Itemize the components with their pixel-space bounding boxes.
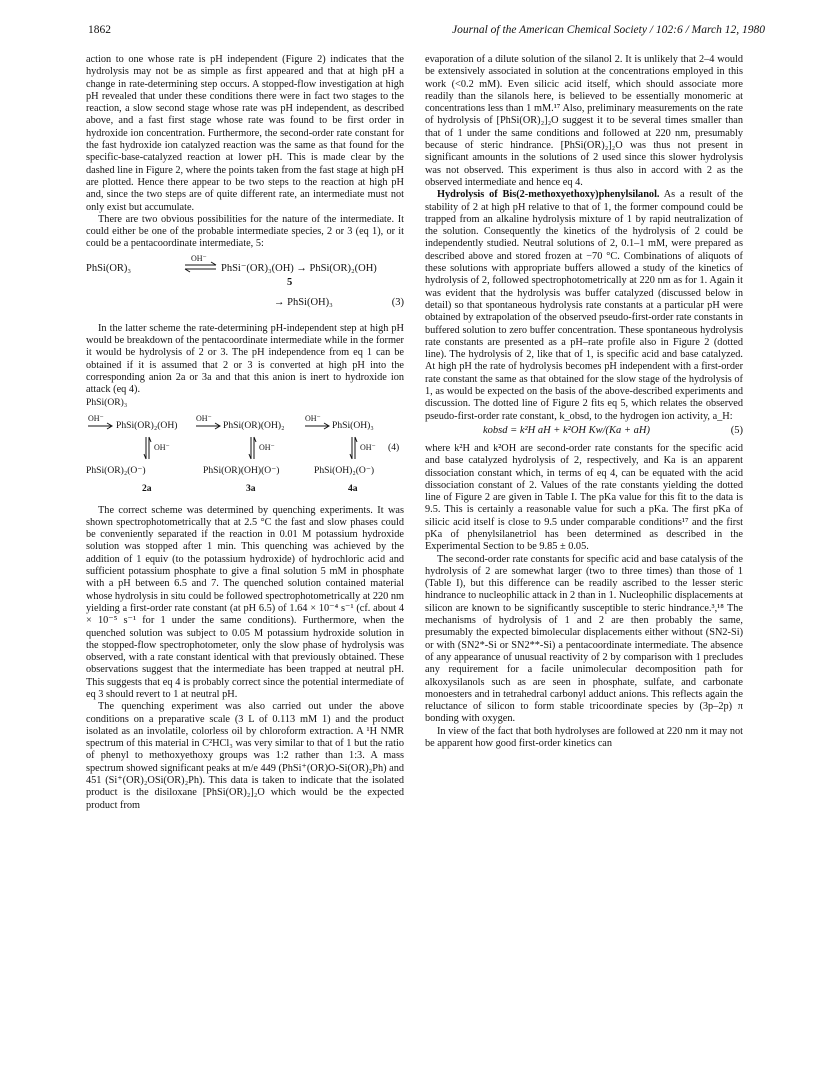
compound-label: 4a (348, 482, 358, 494)
equation-number: (4) (388, 441, 400, 453)
running-header (88, 24, 765, 40)
right-column (425, 54, 743, 750)
paragraph: action to one whose rate is pH independent (Figure 2) indicates that the hydrolysis may not be as simple as first appeared and that at high pH a change in rate-determining step occurs. A stopped-flow investigation at high pH revealed that under these conditions there were in fact two stages to the reaction, a slow second stage whose rate was pH independent, as described above, and a fast first stage whose rate was found to be first order in hydroxide ion concentration. Furthermore, the second-order rate constant for the fast hydroxide ion catalyzed reaction was the same as that found for the specific-base-catalyzed reaction at lower pH. This is made clear by the dashed line in Figure 2, where the points taken from the fast stage at high pH are plotted. Hence there appear to be two steps to the reaction at high pH and, since the two steps are of quite different rate, an intermediate must not only exist but accumulate. (86, 54, 404, 213)
scheme-anion: PhSi(OH)₂(O⁻) (314, 464, 375, 476)
equation-number: (3) (391, 296, 404, 308)
equation-products: PhSi⁻(OR)₃(OH) → PhSi(OR)₂(OH) (221, 262, 377, 274)
paragraph: The correct scheme was determined by quenching experiments. It was shown spectrophotometrically that at 2.5 °C the fast and slow phases could be conveniently separated if the reaction in 0.01 M potassium hydroxide solution was stopped after 1 min. This quenching was achieved by the addition of 1 equiv (to the potassium hydroxide) of hydrochloric acid and sufficient potassium phosphate to give a final solution 5 mM in phosphate with a pH between 6.5 and 7. The quenched solution contained material whose hydrolysis in situ could be followed spectrophotometrically at 220 nm yielding a first-order rate constant (at pH 6.5) of 1.64 × 10⁻⁴ s⁻¹ (cf. about 4 × 10⁻⁵ s⁻¹ for 1 under the same conditions). Furthermore, when the quenched solution was subject to 0.05 M potassium hydroxide solution in the stopped-flow spectrophotometer, only the slow phase of hydrolysis was observed, with a rate constant identical with that previously obtained. These observations suggest that the intermediate has been trapped at neutral pH. This suggests that eq 4 is probably correct since the potential intermediate of eq 3 should revert to 1 at neutral pH. (86, 504, 405, 700)
paragraph: The second-order rate constants for specific acid and base catalysis of the hydrolysis of 2 are somewhat larger (two to three times) than those of 1 (Table I), but this difference can be readily ascribed to the lesser steric hindrance to nucleophilic attack in 2 than in 1. Nucleophilic displacements at silicon are known to be significantly susceptible to steric hindrance.³,¹⁸ The mechanisms of hydrolysis of 1 and 2 are then probably the same, presumably the expected bimolecular displacements either without (SN2-Si) or with (SN2*-Si or SN2**-Si) a pentacoordinate intermediate. The absence of any appearance of unusual reactivity of 2 by comparison with 1 precludes any requirement for a facile unimolecular decomposition path for alkoxysilanols such as are seen in phosphate, sulfate, and carbonate monoesters and in tetrahedral carbonyl adduct anions. This reflects again the reluctance of silicon to form stable tricoordinate species by (3p–2p) π bonding with oxygen. (425, 553, 743, 725)
scheme-catalyst-label: OH⁻ (154, 442, 170, 452)
compound-label: 3a (246, 482, 256, 494)
scheme-catalyst-label: OH⁻ (88, 413, 104, 423)
compound-label: 2a (142, 482, 152, 494)
equation-line (86, 262, 377, 275)
equation-5 (425, 425, 743, 441)
journal-citation: Journal of the American Chemical Society / 102:6 / March 12, 1980 (452, 24, 765, 36)
paragraph: In view of the fact that both hydrolyses are followed at 220 nm it may not be apparent how good first-order kinetics can (425, 725, 743, 750)
scheme-anion: PhSi(OR)₂(O⁻) (86, 464, 146, 476)
scheme-species: PhSi(OR)(OH)₂ (223, 419, 285, 431)
scheme-catalyst-label: OH⁻ (360, 442, 376, 452)
scheme-catalyst-label: OH⁻ (196, 413, 212, 423)
section-paragraph (425, 189, 743, 423)
equation-number: (5) (730, 424, 743, 436)
compound-label: 5 (287, 276, 293, 288)
paragraph-text: As a result of the stability of 2 at high pH relative to that of 1, the former compound could be trapped from an alkaline hydrolysis mixture of 1 by rapid neutralization of the solution. Consequently the kinetics of the hydrolysis of 2 could be independently studied. Neutral solutions of 2, 0.1–1 mM, were prepared as described above and stored frozen at −70 °C. Combinations of aliquots of these solutions with appropriate buffers allowed a study of the kinetics of hydrolysis of 2, followed spectrophotometrically at 220 nm as for 1. Again it was evident that the hydrolysis was buffer catalyzed (discussed below in detail) so that spontaneous hydrolysis rate constants at a particular pH were obtained by extrapolation of the observed pseudo-first-order rate constants in buffered solution to zero buffer concentration. These spontaneous hydrolysis rate constants are presented as a pH–rate profile also in Figure 2 (dotted line). The hydrolysis of 2, like that of 1, is specific acid and base catalyzed. At high pH the rate of hydrolysis becomes pH independent with a first-order rate constant the same as that obtained for the slow stage of the hydrolysis of 1, as would be expected on the basis of the above-described experiments and discussion. The dotted line of Figure 2 fits eq 5, which relates the observed pseudo-first-order rate constant, k_obsd, to the hydrogen ion activity, a_H: (425, 189, 743, 422)
page-number: 1862 (88, 24, 111, 36)
equation-reactant: PhSi(OR)₃ (86, 262, 132, 274)
paragraph: evaporation of a dilute solution of the silanol 2. It is unlikely that 2–4 would be extensively associated in solution at the concentrations employed in this work (<0.2 mM). Even silicic acid itself, which should associate more readily than the silanols here, is believed to be essentially monomeric at concentrations less than 1 mM.¹⁷ Also, preliminary measurements on the rate of hydrolysis of [PhSi(OR)₂]₂O suggest it to be several times smaller than that of 1 under the same conditions and followed at 220 nm, presumably because of steric hindrance. [PhSi(OR)₂]₂O was thus not present in significant amounts in the solutions of 2 used since this slower hydrolysis was not observed. This experiment is thus also in accord with 2 as the observed intermediate and hence eq 4. (425, 54, 743, 188)
scheme-anion: PhSi(OR)(OH)(O⁻) (203, 464, 280, 476)
equilibrium-arrow-icon (184, 261, 218, 273)
paragraph: where k²H and k²OH are second-order rate constants for the specific acid and base catalyzed hydrolysis of 2, respectively, and Ka is an apparent dissociation constant which, in terms of eq 4, can be equated with the acid dissociation constant of 2. Values of the rate constants yielding the dotted line of Figure 2 are given in Table I. The pKa value for this fit to the data is 9.5. This is certainly a reasonable value for such a pKa. The first pKa of silicic acid itself is close to 9.5 under comparable conditions¹⁷ and the first pKa of phenylsilanetriol has been determined as described in the Experimental Section to be 9.85 ± 0.05. (425, 442, 743, 553)
paragraph: In the latter scheme the rate-determining pH-independent step at high pH would be breakdown of the pentacoordinate intermediate while in the former it would be hydrolysis of 2 or 3. The pH independence from eq 1 can be obtained if it is assumed that 2 or 3 is converted at high pH into the corresponding anion 2a or 3a and that this anion is inert to hydroxide ion attack (eq 4). (86, 322, 404, 396)
scheme-catalyst-label: OH⁻ (259, 442, 275, 452)
paragraph: There are two obvious possibilities for the nature of the intermediate. It could either be one of the probable intermediate species, 2 or 3 (eq 1), or it could be a pentacoordinate intermediate, 5: (86, 213, 404, 250)
scheme-start: PhSi(OR)₃ (86, 396, 128, 408)
scheme-species: PhSi(OH)₃ (332, 419, 374, 431)
equation-4-scheme (86, 397, 404, 501)
scheme-catalyst-label: OH⁻ (305, 413, 321, 423)
equation-line-2: → PhSi(OH)₃ (274, 296, 333, 308)
equation-3 (86, 253, 404, 317)
rate-equation: kobsd = k²H aH + k²OH Kw/(Ka + aH) (483, 424, 650, 436)
paragraph: The quenching experiment was also carried out under the above conditions on a preparative scale (3 L of 0.113 mM 1) and the product isolated as an involatile, colorless oil by chloroform extraction. A ¹H NMR spectrum of this material in C²HCl₃ was very similar to that of 1 but the ratio of phenyl to methoxyethoxy groups was 1:2 rather than 1:3. A mass spectrum showed significant peaks at m/e 449 (PhSi⁺(OR)O-Si(OR)₂Ph) and 451 (Si⁺(OR)₂OSi(OR)₂Ph). This data is taken to indicate that the isolated product is the disiloxane [PhSi(OR)₂]₂O which would be the expected product from (86, 701, 404, 811)
section-heading: Hydrolysis of Bis(2-methoxyethoxy)phenylsilanol. (437, 189, 660, 201)
equation-catalyst-label: OH⁻ (191, 253, 207, 263)
left-column (86, 54, 404, 812)
scheme-species: PhSi(OR)₂(OH) (116, 419, 178, 431)
